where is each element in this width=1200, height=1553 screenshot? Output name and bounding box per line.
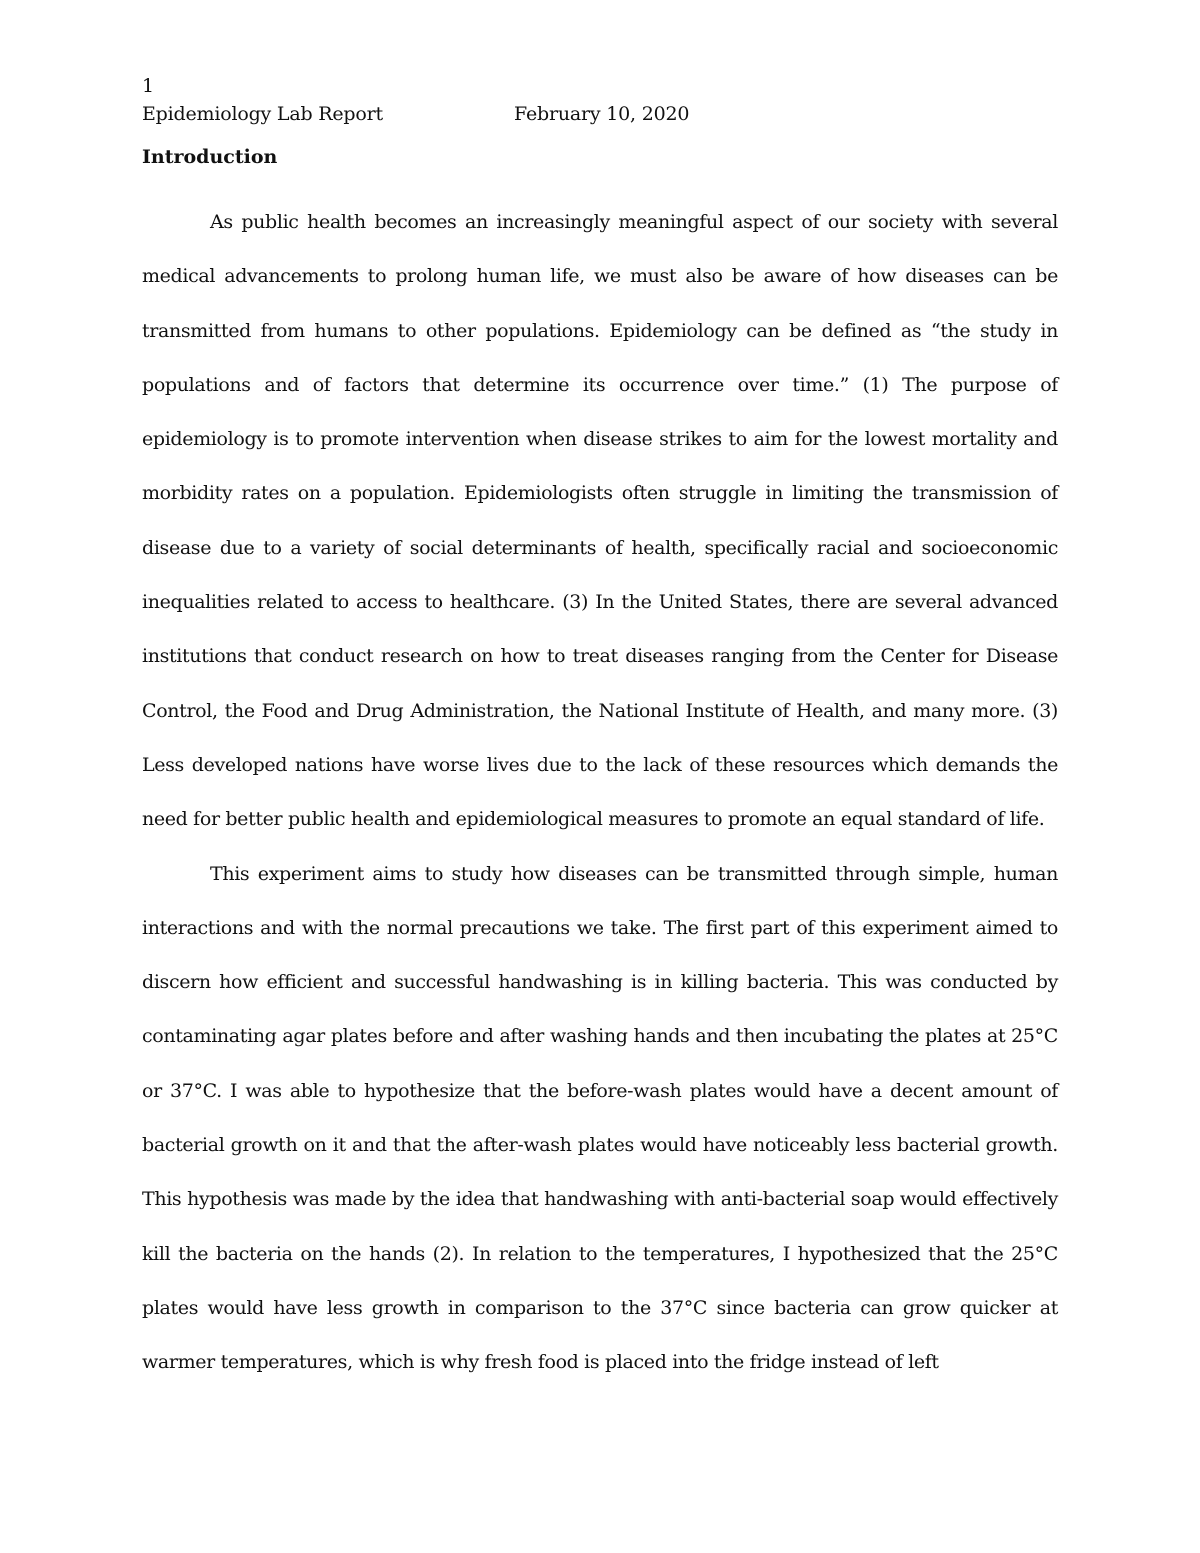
report-title: Epidemiology Lab Report: [142, 103, 383, 125]
body-text: [142, 195, 1058, 1390]
header-line: [142, 100, 1062, 130]
section-heading: Introduction: [142, 146, 278, 168]
page-number: 1: [142, 75, 154, 97]
paragraph-2: This experiment aims to study how diseases can be transmitted through simple, human interactions and with the normal precautions we take. The first part of this experiment aimed to discern how efficient and successful handwashing is in killing bacteria. This was conducted by contaminating agar plates before and after washing hands and then incubating the plates at 25°C or 37°C. I was able to hypothesize that the before-wash plates would have a decent amount of bacterial growth on it and that the after-wash plates would have noticeably less bacterial growth. This hypothesis was made by the idea that handwashing with anti-bacterial soap would effectively kill the bacteria on the hands (2). In relation to the temperatures, I hypothesized that the 25°C plates would have less growth in comparison to the 37°C since bacteria can grow quicker at warmer temperatures, which is why fresh food is placed into the fridge instead of left: [142, 862, 1058, 1374]
paragraph-1: As public health becomes an increasingly meaningful aspect of our society with several medical advancements to prolong human life, we must also be aware of how diseases can be transmitted from humans to other populations. Epidemiology can be defined as “the study in populations and of factors that determine its occurrence over time.” (1) The purpose of epidemiology is to promote intervention when disease strikes to aim for the lowest mortality and morbidity rates on a population. Epidemiologists often struggle in limiting the transmission of disease due to a variety of social determinants of health, specifically racial and socioeconomic inequalities related to access to healthcare. (3) In the United States, there are several advanced institutions that conduct research on how to treat diseases ranging from the Center for Disease Control, the Food and Drug Administration, the National Institute of Health, and many more. (3) Less developed nations have worse lives due to the lack of these resources which demands the need for better public health and epidemiological measures to promote an equal standard of life.: [142, 211, 1058, 831]
report-date: February 10, 2020: [514, 103, 690, 125]
page-header: [142, 72, 1062, 130]
